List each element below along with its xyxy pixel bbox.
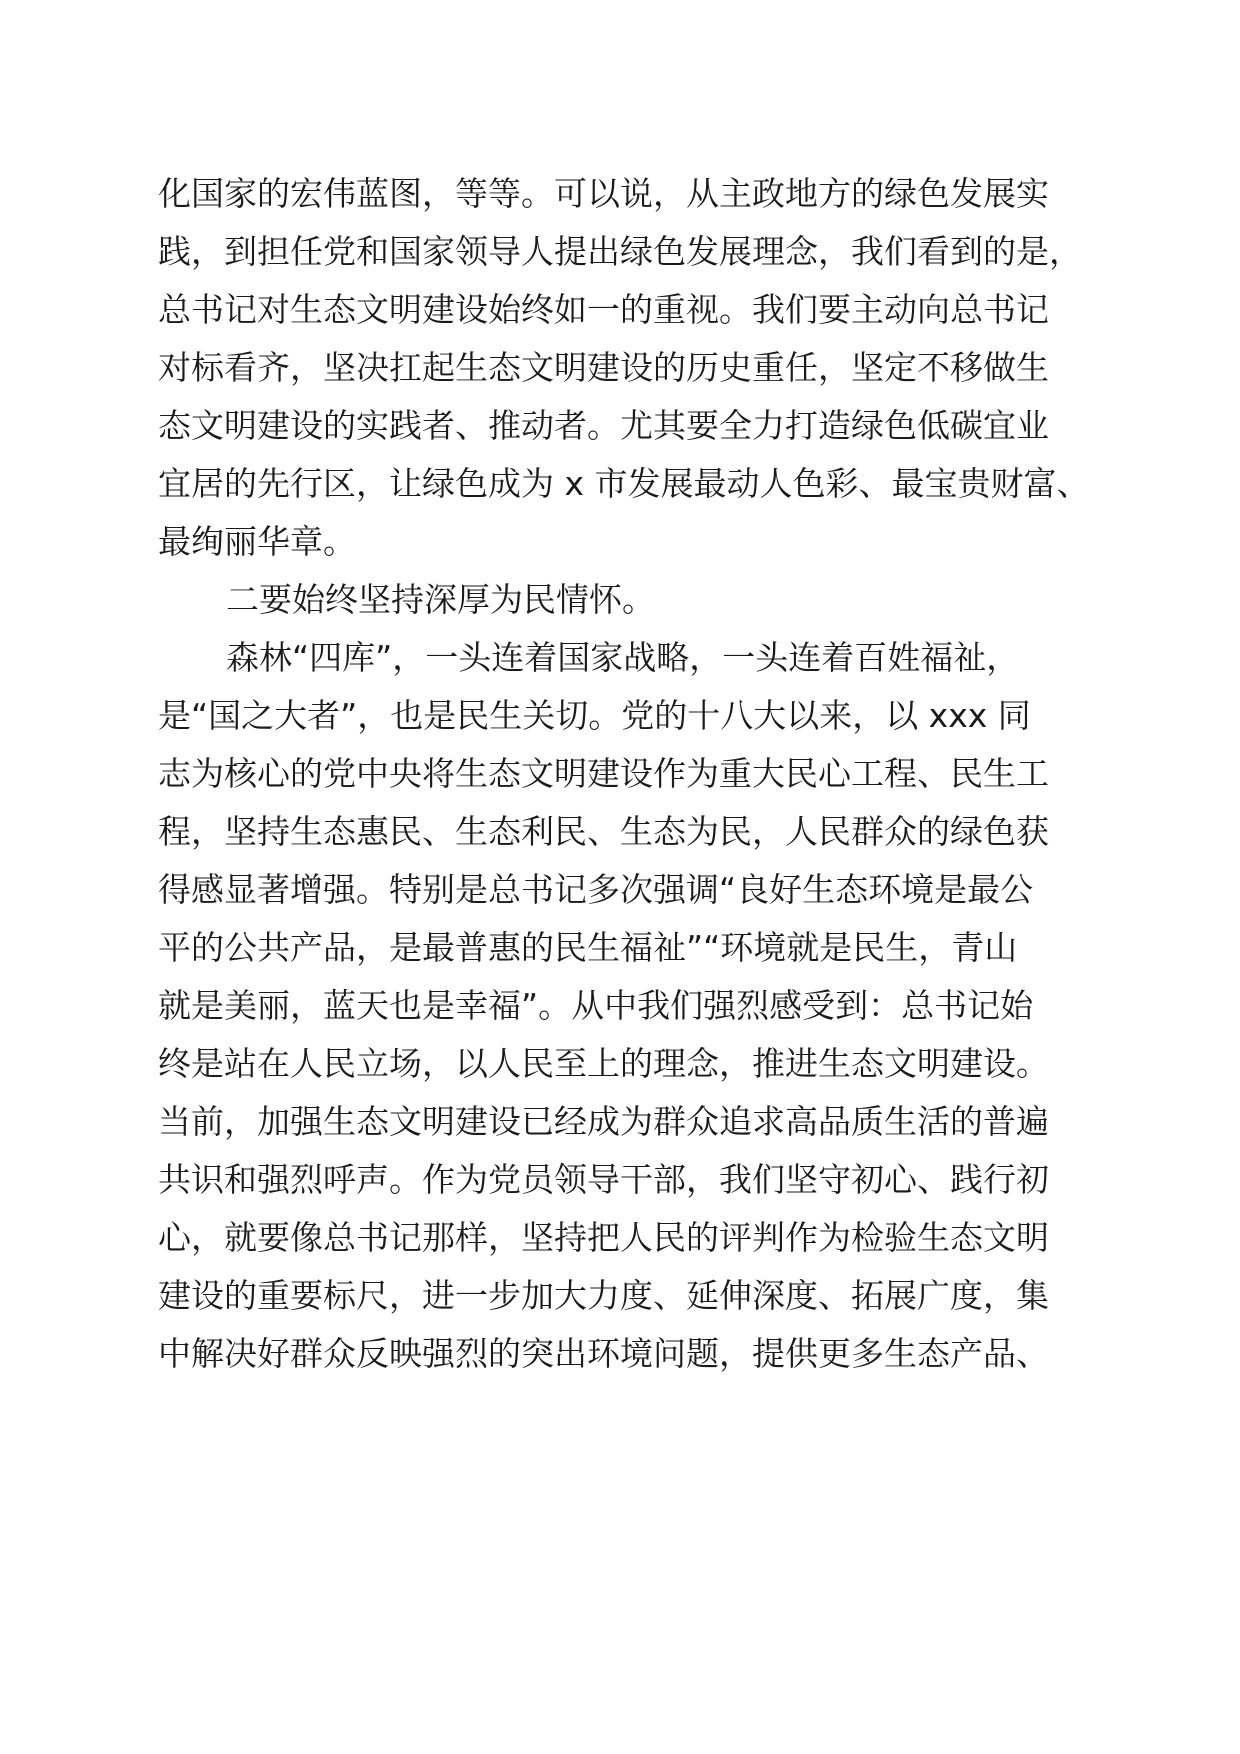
text-line: 最绚丽华章。 bbox=[158, 522, 356, 561]
text-line: 平的公共产品，是最普惠的民生福祉”“环境就是民生，青山 bbox=[158, 928, 1018, 967]
text-line: 践，到担任党和国家领导人提出绿色发展理念，我们看到的是， bbox=[158, 232, 1082, 271]
text-line: 得感显著增强。特别是总书记多次强调“良好生态环境是最公 bbox=[158, 870, 1034, 909]
text-line: 对标看齐，坚决扛起生态文明建设的历史重任，坚定不移做生 bbox=[158, 348, 1049, 387]
text-line: 终是站在人民立场，以人民至上的理念，推进生态文明建设。 bbox=[158, 1044, 1049, 1083]
text-line: 建设的重要标尺，进一步加大力度、延伸深度、拓展广度，集 bbox=[158, 1276, 1049, 1315]
text-line: 心，就要像总书记那样，坚持把人民的评判作为检验生态文明 bbox=[158, 1218, 1049, 1257]
text-line: 化国家的宏伟蓝图，等等。可以说，从主政地方的绿色发展实 bbox=[158, 174, 1049, 213]
text-line: 当前，加强生态文明建设已经成为群众追求高品质生活的普遍 bbox=[158, 1102, 1049, 1141]
text-line: 是“国之大者”，也是民生关切。党的十八大以来，以 xxx 同 bbox=[158, 696, 1031, 735]
text-line: 共识和强烈呼声。作为党员领导干部，我们坚守初心、践行初 bbox=[158, 1160, 1049, 1199]
text-line: 就是美丽，蓝天也是幸福”。从中我们强烈感受到：总书记始 bbox=[158, 986, 1034, 1025]
section-heading: 二要始终坚持深厚为民情怀。 bbox=[226, 580, 655, 619]
text-line: 志为核心的党中央将生态文明建设作为重大民心工程、民生工 bbox=[158, 754, 1049, 793]
text-line: 总书记对生态文明建设始终如一的重视。我们要主动向总书记 bbox=[158, 290, 1049, 329]
text-line: 中解决好群众反映强烈的突出环境问题，提供更多生态产品、 bbox=[158, 1334, 1049, 1373]
text-line: 程，坚持生态惠民、生态利民、生态为民，人民群众的绿色获 bbox=[158, 812, 1049, 851]
paragraph-first-line: 森林“四库”，一头连着国家战略，一头连着百姓福祉， bbox=[226, 638, 1020, 677]
text-line: 态文明建设的实践者、推动者。尤其要全力打造绿色低碳宜业 bbox=[158, 406, 1049, 445]
text-line: 宜居的先行区，让绿色成为 x 市发展最动人色彩、最宝贵财富、 bbox=[158, 464, 1090, 503]
